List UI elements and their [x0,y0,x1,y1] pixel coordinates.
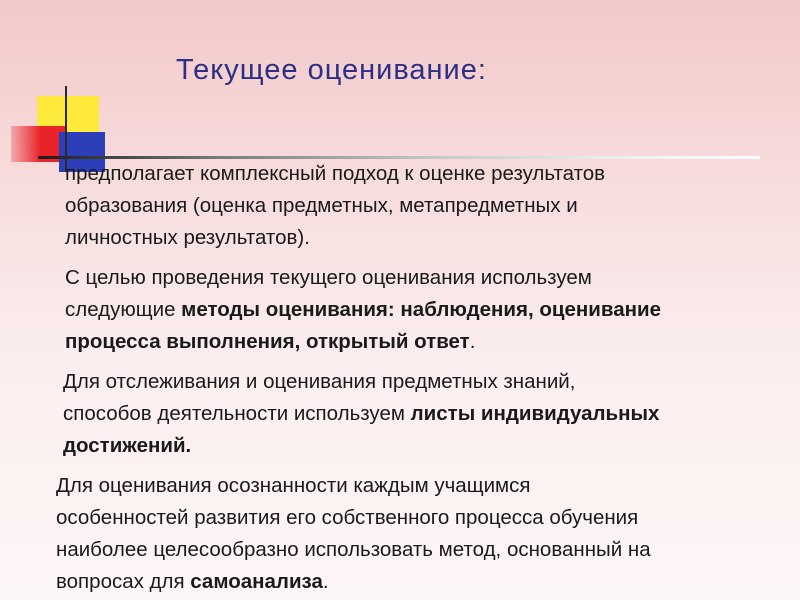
paragraph-1 [65,158,605,254]
text-segment: следующие [65,298,182,321]
bold-text: самоанализа [190,570,323,593]
text-segment: образования (оценка предметных, метапредметных и [65,194,578,217]
text-segment: . [469,330,476,353]
paragraph-2 [65,262,661,358]
paragraph-line [63,430,659,462]
slide-title: Текущее оценивание: [176,54,487,86]
text-segment: Для отслеживания и оценивания предметных знаний, [63,370,576,393]
paragraph-line [65,190,605,222]
text-segment: . [322,570,329,593]
text-segment: предполагает комплексный подход к оценке результатов [65,162,606,185]
text-segment: способов деятельности используем [63,402,411,425]
bold-text: листы индивидуальных [410,402,660,425]
text-segment: Для оценивания осознанности каждым учащимся [56,474,531,497]
paragraph-line [65,294,661,326]
paragraph-line [56,470,651,502]
text-segment: наиболее целесообразно использовать метод, основанный на [56,538,651,561]
bold-text: процесса выполнения, открытый ответ [65,330,470,353]
text-segment: вопросах для [56,570,191,593]
paragraph-line [56,534,651,566]
paragraph-line [65,222,605,254]
text-segment: личностных результатов). [65,226,310,249]
bold-text: достижений. [63,434,192,457]
paragraph-4 [56,470,651,598]
paragraph-3 [63,366,659,462]
paragraph-line [56,502,651,534]
bold-text: методы оценивания: наблюдения, оценивание [181,298,661,321]
paragraph-line [56,566,651,598]
paragraph-line [63,398,659,430]
paragraph-line [65,326,661,358]
text-segment: особенностей развития его собственного процесса обучения [56,506,639,529]
paragraph-line [65,158,605,190]
paragraph-line [63,366,659,398]
paragraph-line [65,262,661,294]
text-segment: С целью проведения текущего оценивания используем [65,266,592,289]
